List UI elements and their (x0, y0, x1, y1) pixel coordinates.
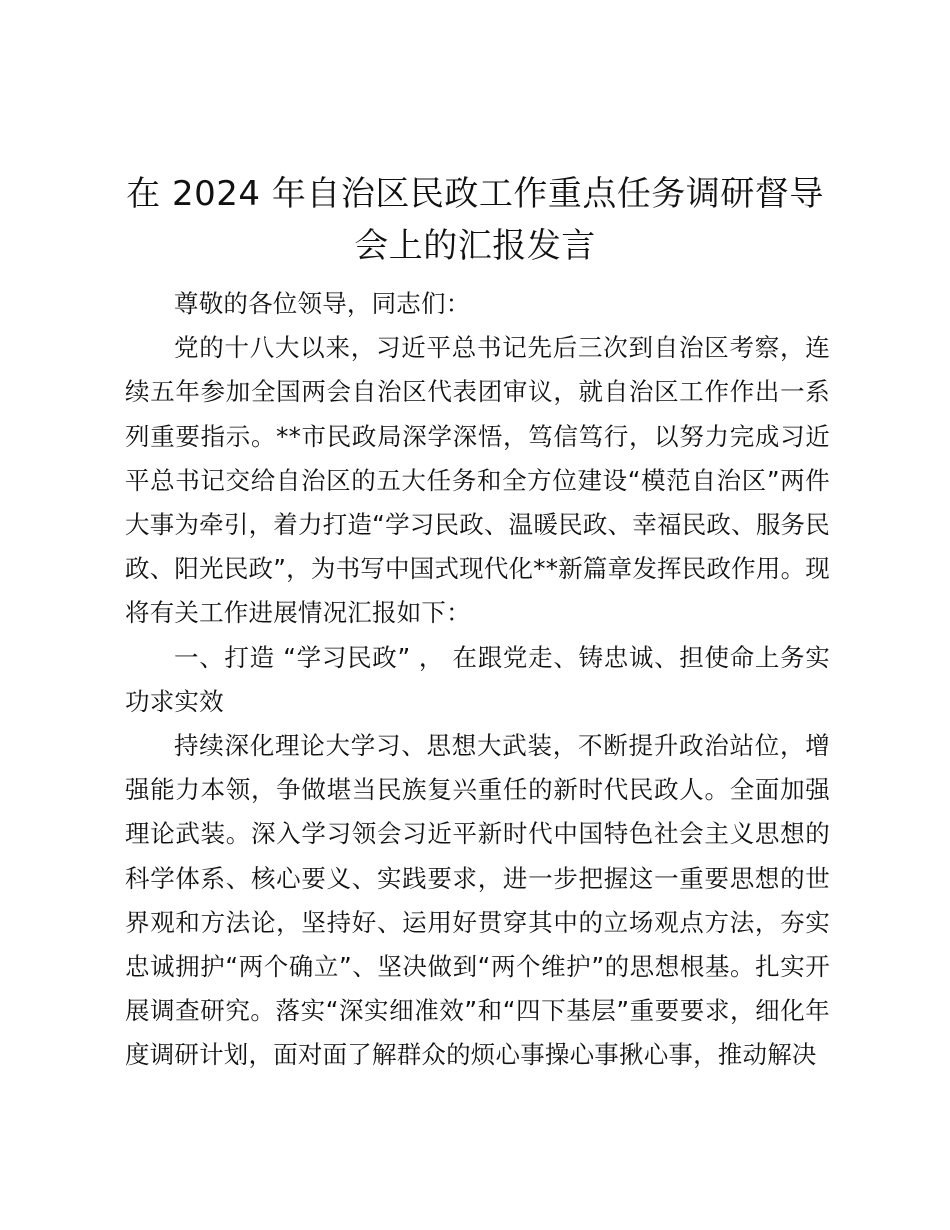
intro-paragraph: 党的十八大以来，习近平总书记先后三次到自治区考察，连续五年参加全国两会自治区代表团审议，就自治区工作作出一系列重要指示。**市民政局深学深悟，笃信笃行，以努力完成习近平总书记交给自治区的五大任务和全方位建设“模范自治区”两件大事为牵引，着力打造“学习民政、温暖民政、幸福民政、服务民政、阳光民政”，为书写中国式现代化**新篇章发挥民政作用。现将有关工作进展情况汇报如下： (125, 333, 830, 628)
document-body (125, 282, 830, 1078)
title-line-1: 在 2024 年自治区民政工作重点任务调研督导 (126, 174, 824, 214)
section-1-paragraph: 持续深化理论大学习、思想大武装，不断提升政治站位，增强能力本领，争做堪当民族复兴重任的新时代民政人。全面加强理论武装。深入学习领会习近平新时代中国特色社会主义思想的科学体系、核心要义、实践要求，进一步把握这一重要思想的世界观和方法论，坚持好、运用好贯穿其中的立场观点方法，夯实忠诚拥护“两个确立”、坚决做到“两个维护”的思想根基。扎实开展调查研究。落实“深实细准效”和“四下基层”重要要求，细化年度调研计划，面对面了解群众的烦心事操心事揪心事，推动解决 (125, 731, 830, 1070)
document-title (120, 168, 830, 272)
salutation: 尊敬的各位领导，同志们： (174, 289, 471, 318)
title-line-2: 会上的汇报发言 (354, 226, 596, 266)
section-heading-1: 一、打造 “学习民政” ， 在跟党走、铸忠诚、担使命上务实功求实效 (125, 642, 830, 716)
